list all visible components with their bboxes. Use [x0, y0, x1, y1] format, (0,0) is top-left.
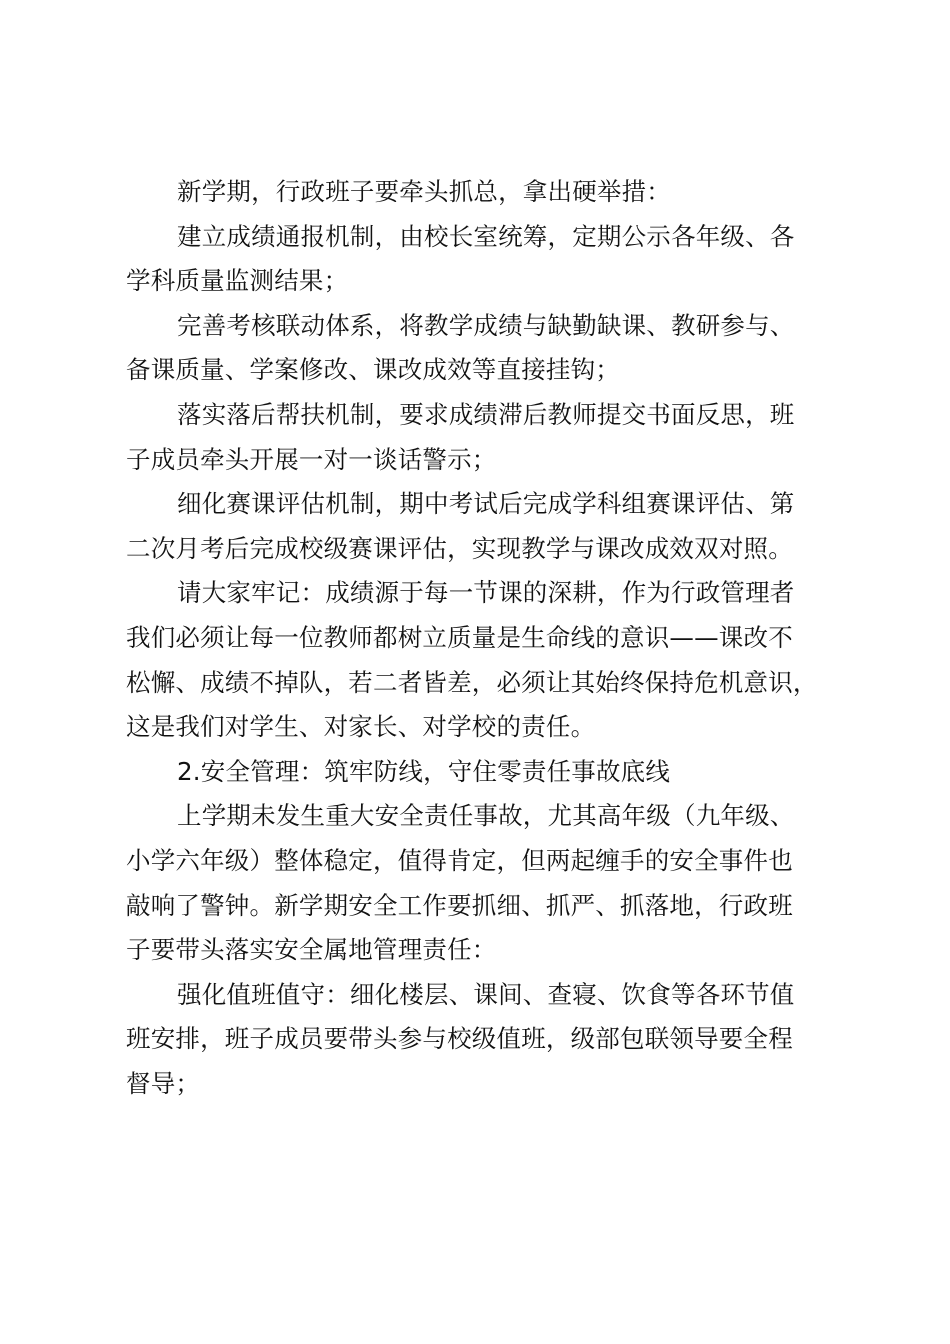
- text-line: 学科质量监测结果；: [126, 266, 349, 296]
- paragraph-safety-review: [126, 794, 838, 972]
- text-line: 这是我们对学生、对家长、对学校的责任。: [126, 712, 596, 742]
- paragraph-assessment-system: [126, 304, 838, 393]
- paragraph-lesson-evaluation: [126, 482, 838, 571]
- text-line: 落实落后帮扶机制，要求成绩滞后教师提交书面反思，班: [177, 399, 795, 429]
- text-line: 上学期未发生重大安全责任事故，尤其高年级（九年级、: [177, 801, 795, 831]
- text-line: 请大家牢记：成绩源于每一节课的深耕，作为行政管理者: [177, 578, 795, 608]
- text-line: 2.安全管理：筑牢防线，守住零责任事故底线: [177, 756, 671, 786]
- paragraph-intro: [126, 170, 838, 215]
- text-line: 子要带头落实安全属地管理责任：: [126, 935, 497, 965]
- text-line: 细化赛课评估机制，期中考试后完成学科组赛课评估、第: [177, 489, 795, 519]
- paragraph-reminder: [126, 571, 838, 749]
- paragraph-support-mechanism: [126, 393, 838, 482]
- document-body: [126, 170, 838, 1106]
- text-line: 备课质量、学案修改、课改成效等直接挂钩；: [126, 355, 620, 385]
- paragraph-duty-schedule: [126, 973, 838, 1107]
- section-heading-safety: [126, 750, 838, 795]
- text-line: 敲响了警钟。新学期安全工作要抓细、抓严、抓落地，行政班: [126, 890, 793, 920]
- text-line: 完善考核联动体系，将教学成绩与缺勤缺课、教研参与、: [177, 310, 795, 340]
- text-line: 二次月考后完成校级赛课评估，实现教学与课改成效双对照。: [126, 533, 793, 563]
- text-line: 强化值班值守：细化楼层、课间、查寝、饮食等各环节值: [177, 979, 795, 1009]
- text-line: 小学六年级）整体稳定，值得肯定，但两起缠手的安全事件也: [126, 845, 793, 875]
- paragraph-grade-report: [126, 215, 838, 304]
- text-line: 建立成绩通报机制，由校长室统筹，定期公示各年级、各: [177, 221, 795, 251]
- text-line: 我们必须让每一位教师都树立质量是生命线的意识——课改不: [126, 622, 793, 652]
- text-line: 子成员牵头开展一对一谈话警示；: [126, 444, 497, 474]
- text-line: 班安排，班子成员要带头参与校级值班，级部包联领导要全程: [126, 1024, 793, 1054]
- text-line: 松懈、成绩不掉队，若二者皆差，必须让其始终保持危机意识，: [126, 667, 818, 697]
- text-line: 督导；: [126, 1068, 201, 1098]
- text-line: 新学期，行政班子要牵头抓总，拿出硬举措：: [177, 177, 671, 206]
